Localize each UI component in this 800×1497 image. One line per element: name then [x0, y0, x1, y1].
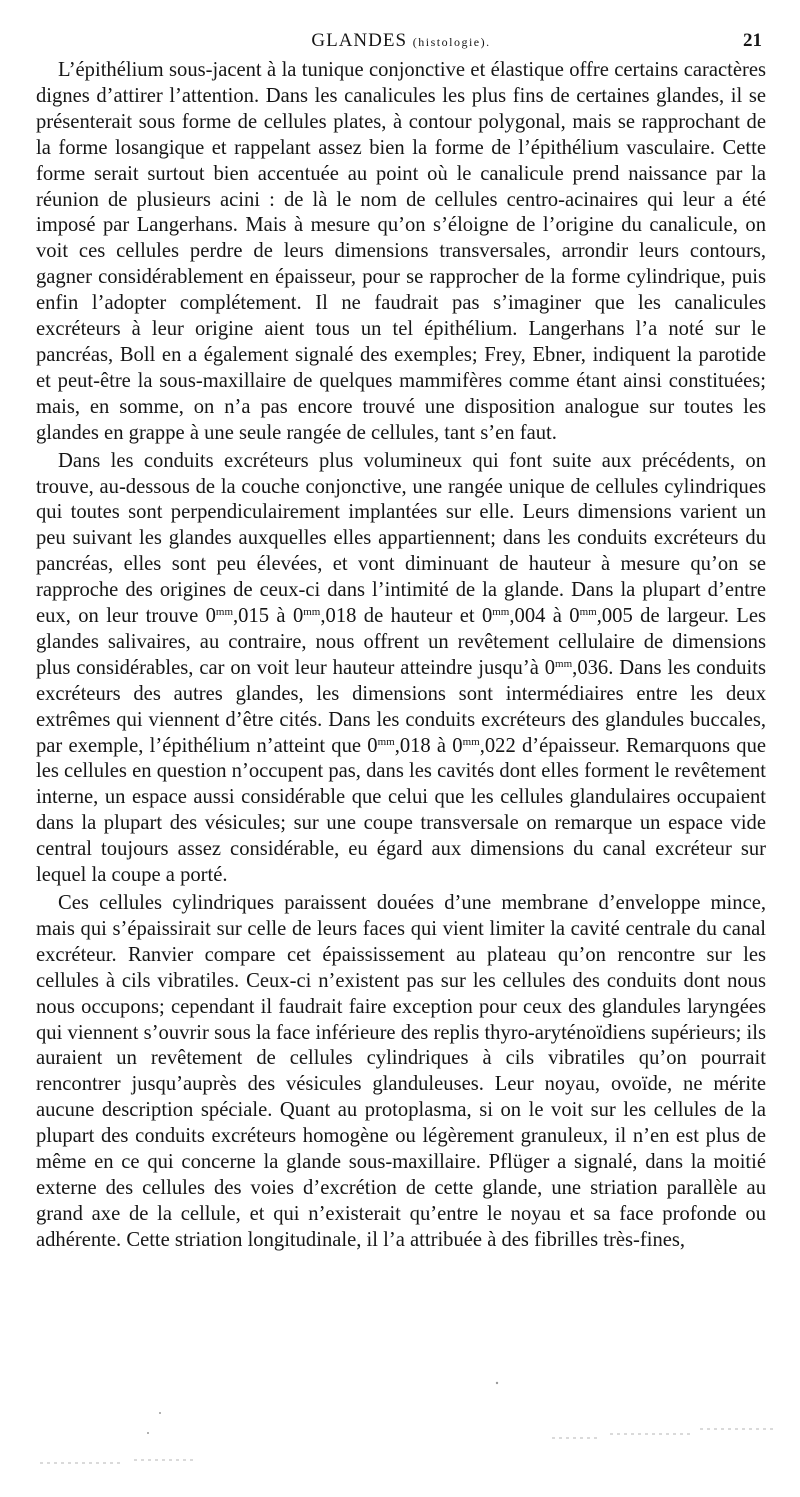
running-header	[36, 22, 766, 58]
text-run: L’épithélium sous-jacent à la tunique conjonctive et élastique offre certains caractères dignes d’attirer l’attention. Dans les canalicules les plus fins de certaines glandes, il se présenterait sous forme de cellules plates, à contour polygonal, mais se rapprochant de la forme losangique et rappelant assez bien la forme de l’épithélium vasculaire. Cette forme serait surtout bien accentuée au point où le canalicule prend naissance par la réunion de plusieurs acini : de là le nom de cellules centro-acinaires qui leur a été imposé par Langerhans. Mais à mesure qu’on s’éloigne de l’origine du canalicule, on voit ces cellules perdre de leurs dimensions transversales, arrondir leurs contours, gagner considérablement en épaisseur, pour se rapprocher de la forme cylindrique, puis enfin l’adopter complétement. Il ne faudrait pas s’imaginer que les canalicules excréteurs à leur origine aient tous un tel épithélium. Langerhans l’a noté sur le pancréas, Boll en a également signalé des exemples; Frey, Ebner, indiquent la parotide et peut-être la sous-maxillaire de quelques mammifères comme étant ainsi constituées; mais, en somme, on n’a pas encore trouvé une disposition analogue sur toutes les glandes en grappe à une seule rangée de cellules, tant s’en faut.	[36, 59, 766, 444]
unit-superscript: mm	[215, 606, 234, 619]
text-run: Dans les conduits excréteurs plus volumineux qui font suite aux précédents, on trouve, au-dessous de la couche conjonctive, une rangée unique de cellules cylindriques qui toutes sont perpendiculairement implantées sur elle. Leurs dimensions varient un peu suivant les glandes auxquelles elles appartiennent; dans les conduits excréteurs du pancréas, elles sont peu élevées, et vont diminuant de hauteur à mesure qu’on se rapproche des origines de ceux-ci dans l’intimité de la glande. Dans la plupart d’entre eux, on leur trouve 0	[36, 449, 766, 628]
body-text	[36, 58, 766, 1254]
text-run: ,018 de hauteur et 0	[320, 605, 493, 628]
unit-superscript: mm	[579, 606, 597, 619]
text-run: ,004 à 0	[509, 605, 580, 628]
page-number: 21	[743, 30, 762, 51]
scan-speck	[496, 1382, 498, 1384]
text-run: Ces cellules cylindriques paraissent douées d’une membrane d’enveloppe mince, mais qui s’épaissirait sur celle de leurs faces qui vient limiter la cavité centrale du canal excréteur. Ranvier compare cet épaississement au plateau qu’on rencontre sur les cellules à cils vibratiles. Ceux-ci n’existent pas sur les cellules des conduits dont nous nous occupons; cependant il faudrait faire exception pour ceux des glandules laryngées qui viennent s’ouvrir sous la face inférieure des replis thyro-aryténoïdiens supérieurs; ils auraient un revêtement de cellules cylindriques à cils vibratiles qu’on pourrait rencontrer jusqu’auprès des vésicules glanduleuses. Leur noyau, ovoïde, ne mérite aucune description spéciale. Quant au protoplasma, si on le voit sur les cellules de la plupart des conduits excréteurs homogène ou légèrement granuleux, il n’en est plus de même en ce qui concerne la glande sous-maxillaire. Pflüger a signalé, dans la moitié externe des cellules des voies d’excrétion de cette glande, une striation parallèle au grand axe de la cellule, et qui n’existerait qu’entre le noyau et sa face profonde ou adhérente. Cette striation longitudinale, il l’a attribuée à des fibrilles très-fines,	[36, 892, 766, 1251]
running-title	[36, 30, 766, 52]
running-title-main: GLANDES	[311, 30, 408, 51]
text-run: ,015 à 0	[233, 605, 304, 628]
unit-superscript: mm	[303, 606, 321, 619]
scan-speck	[159, 1412, 161, 1414]
paragraph	[36, 449, 766, 889]
text-run: ,018 à 0	[394, 734, 463, 757]
book-page	[36, 22, 766, 1254]
scan-speck	[147, 1432, 149, 1434]
text-run: ,022 d’épaisseur. Remarquons que les cellules en question n’occupent pas, dans les cavités dont elles forment le revêtement interne, un espace aussi considérable que celui que les cellules glandulaires occupaient dans la plupart des vésicules; sur une coupe transversale on remarque un espace vide central toujours assez considérable, eu égard aux dimensions du canal excréteur sur lequel la coupe a porté.	[36, 734, 767, 887]
paragraph	[36, 891, 766, 1254]
text-run: ,005 de largeur. Les glandes salivaires, au contraire, nous offrent un revêtement cellulaire de dimensions plus considérables, car on voit leur hauteur atteindre jusqu’à 0	[36, 605, 767, 679]
text-run: ,036. Dans les conduits excréteurs des autres glandes, les dimensions sont intermédiaires entre les deux extrêmes qui viennent d’être cités. Dans les conduits excréteurs des glandules buccales, par exemple, l’épithélium n’atteint que 0	[36, 656, 767, 757]
unit-superscript: mm	[492, 606, 510, 619]
unit-superscript: mm	[555, 657, 573, 670]
unit-superscript: mm	[462, 735, 480, 748]
unit-superscript: mm	[377, 735, 395, 748]
running-title-parenthetical: (histologie).	[412, 35, 491, 49]
paragraph	[36, 58, 766, 447]
